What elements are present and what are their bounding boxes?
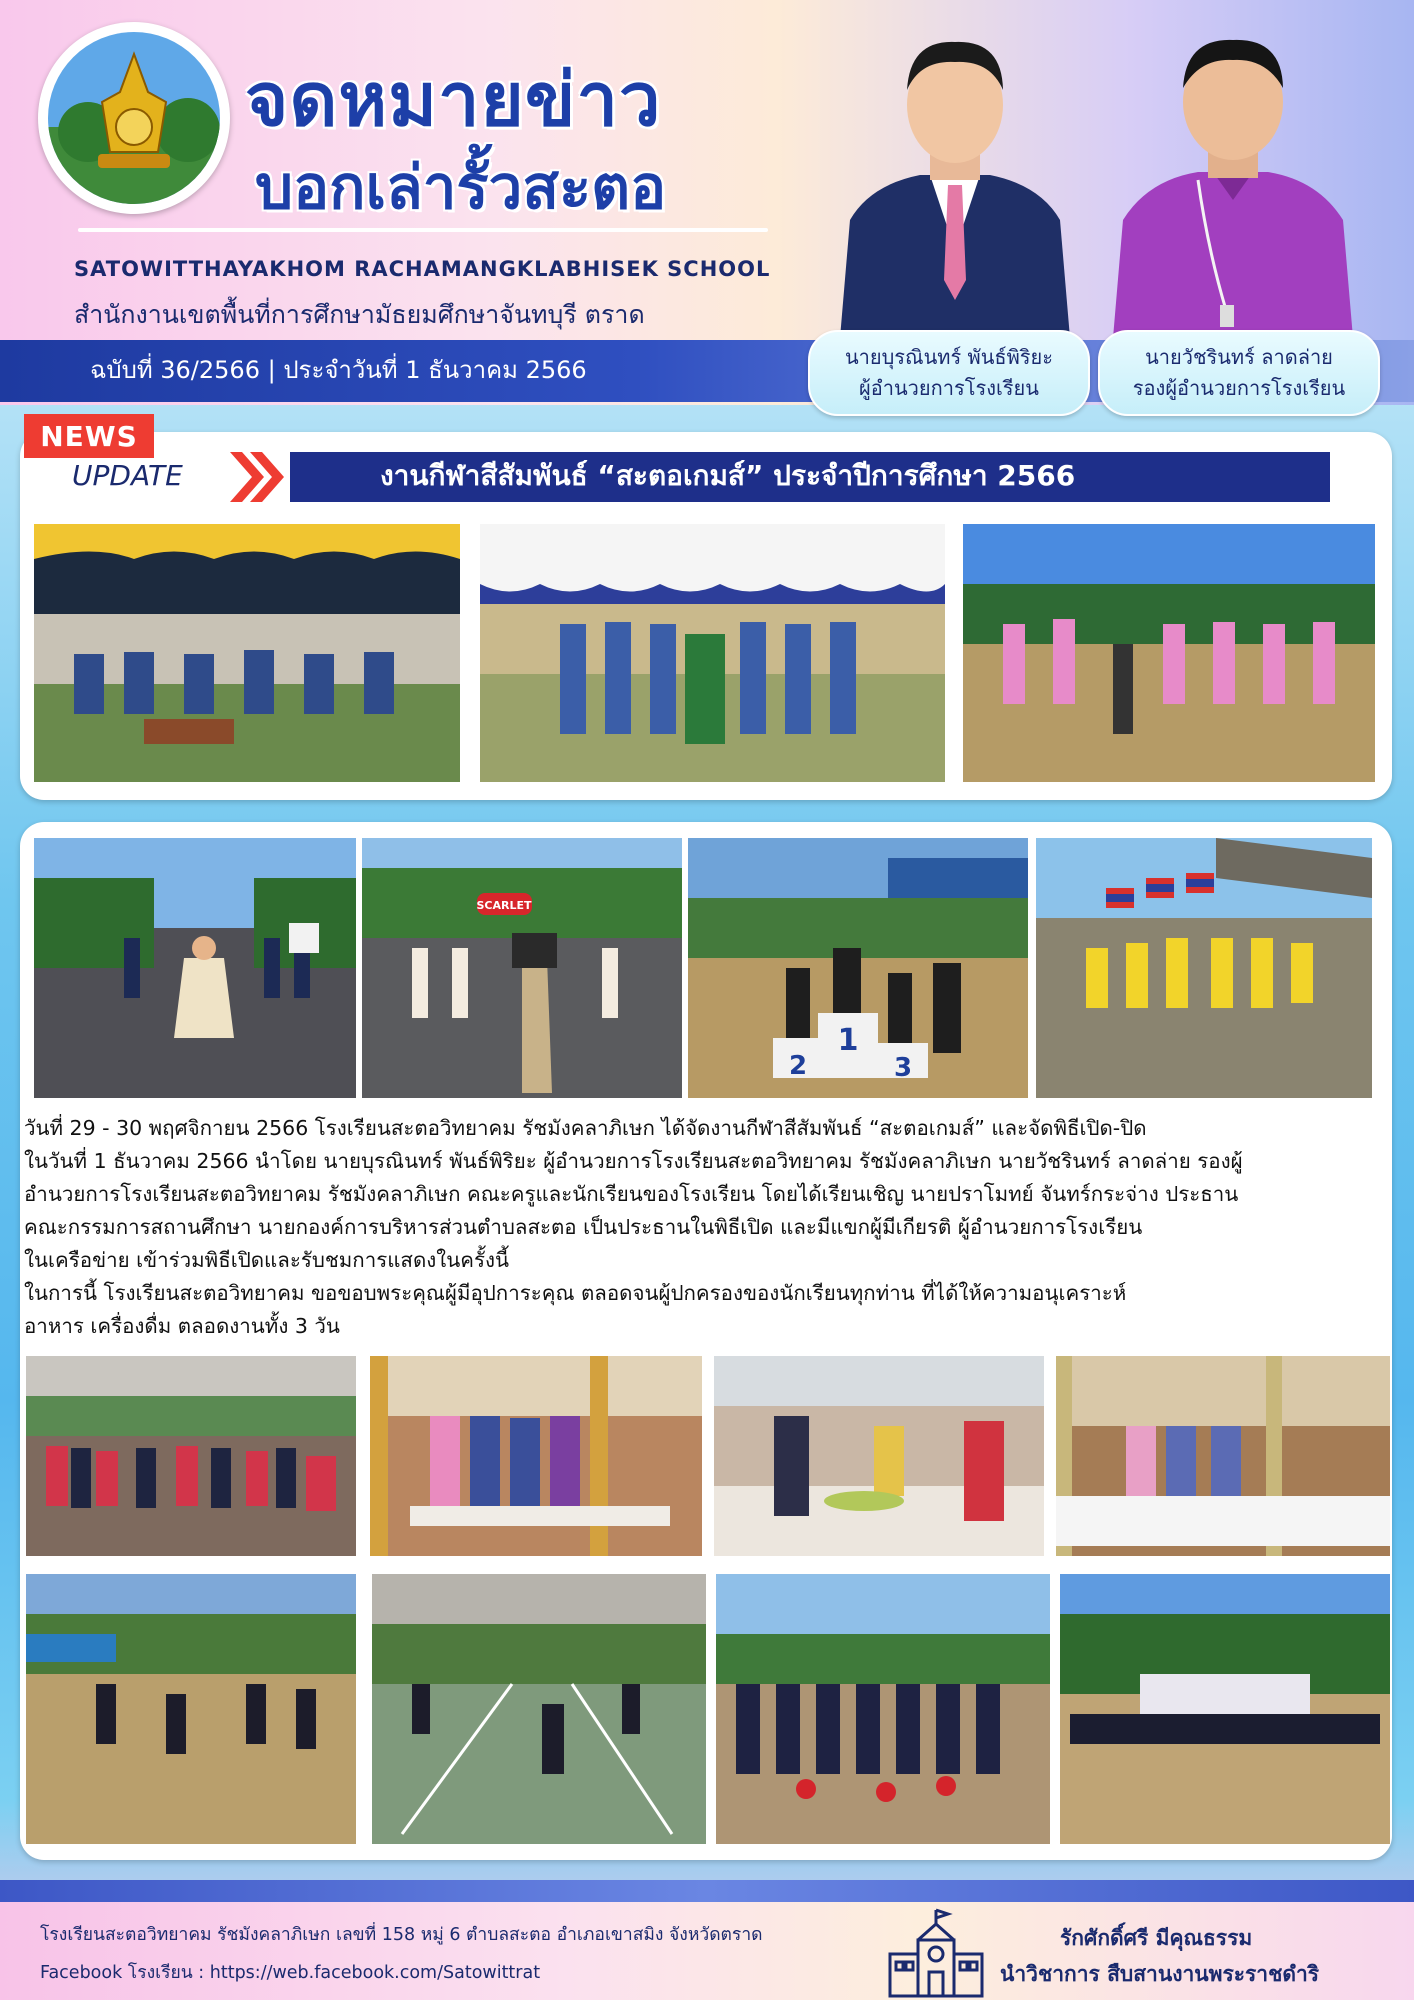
news-headline: งานกีฬาสีสัมพันธ์ “สะตอเกมส์” ประจำปีการศึกษา 2566 [380, 459, 1076, 492]
chevron-right-icon [228, 452, 288, 502]
newsletter-subtitle: บอกเล่ารั้วสะตอ [255, 153, 667, 223]
article-body [24, 1112, 1384, 1343]
photo-flag-parade [1036, 838, 1372, 1098]
director-portrait [830, 20, 1080, 338]
update-label: UPDATE [72, 459, 183, 492]
photo-closing-field [1060, 1574, 1390, 1844]
title-divider [78, 228, 768, 232]
deputy-position: รองผู้อำนวยการโรงเรียน [1132, 376, 1346, 400]
photo-food-table [370, 1356, 702, 1556]
director-position: ผู้อำนวยการโรงเรียน [859, 376, 1039, 400]
article-line: วันที่ 29 - 30 พฤศจิกายน 2566 โรงเรียนสะตอวิทยาคม รัชมังคลาภิเษก ได้จัดงานกีฬาสีสัมพันธ์ “สะตอเกมส์” และจัดพิธีเปิด-ปิด [24, 1116, 1147, 1140]
school-slogan-line2: นำวิชาการ สืบสานงานพระราชดำริ [1000, 1962, 1320, 1986]
education-area: สำนักงานเขตพื้นที่การศึกษามัธยมศึกษาจันทบุรี ตราด [74, 300, 645, 329]
article-line: ในเครือข่าย เข้าร่วมพิธีเปิดและรับชมการแสดงในครั้งนี้ [24, 1248, 510, 1272]
footer-rule [0, 1880, 1414, 1902]
article-line: อาหาร เครื่องดื่ม ตลอดงานทั้ง 3 วัน [24, 1314, 340, 1338]
scarlet-banner-text: SCARLET [476, 899, 532, 912]
deputy-director-portrait [1108, 20, 1358, 338]
article-line: ในการนี้ โรงเรียนสะตอวิทยาคม ขอขอบพระคุณผู้มีอุปการะคุณ ตลอดจนผู้ปกครองของนักเรียนทุกท่าน ที่ได้ให้ความอนุเคราะห์ [24, 1281, 1127, 1305]
director-name-badge [808, 330, 1090, 416]
school-building-icon [886, 1906, 986, 1998]
photo-majorette-parade [34, 838, 356, 1098]
photo-field-game [26, 1574, 356, 1844]
school-name-english: SATOWITTHAYAKHOM RACHAMANGKLABHISEK SCHOOL [74, 257, 771, 281]
issue-number: ฉบับที่ 36/2566 | ประจำวันที่ 1 ธันวาคม 2566 [90, 356, 587, 384]
director-name: นายบุรณินทร์ พันธ์พิริยะ [844, 345, 1054, 369]
podium-third: 3 [893, 1053, 913, 1083]
photo-lunch-crowd [26, 1356, 356, 1556]
photo-food-serving [714, 1356, 1044, 1556]
photo-speech-field [963, 524, 1375, 782]
photo-opening-ceremony [480, 524, 945, 782]
news-tag: NEWS [24, 414, 154, 458]
article-line: ในวันที่ 1 ธันวาคม 2566 นำโดย นายบุรณินทร์ พันธ์พิริยะ ผู้อำนวยการโรงเรียนสะตอวิทยาคม รัชมังคลาภิเษก นายวัชรินทร์ ลาดล่าย รองผู้ [24, 1149, 1243, 1173]
footer-facebook: Facebook โรงเรียน : https://web.facebook.com/Satowittrat [40, 1963, 541, 1983]
school-slogan-line1: รักศักดิ์ศรี มีคุณธรรม [1060, 1926, 1253, 1950]
photo-award-podium [688, 838, 1028, 1098]
podium-first: 1 [837, 1023, 859, 1058]
photo-court-game [372, 1574, 706, 1844]
newsletter-title: จดหมายข่าว [245, 57, 662, 143]
photo-relay-game [716, 1574, 1050, 1844]
article-line: อำนวยการโรงเรียนสะตอวิทยาคม รัชมังคลาภิเษก คณะครูและนักเรียนของโรงเรียน โดยได้เรียนเชิญ นายปราโมทย์ จันทร์กระจ่าง ประธาน [24, 1182, 1239, 1206]
article-line: คณะกรรมการสถานศึกษา นายกองค์การบริหารส่วนตำบลสะตอ เป็นประธานในพิธีเปิด และมีแขกผู้มีเกียรติ ผู้อำนวยการโรงเรียน [24, 1215, 1143, 1239]
podium-second: 2 [788, 1051, 808, 1081]
school-logo [38, 22, 230, 214]
photo-scarlet-parade [362, 838, 682, 1098]
photo-guests-tent [34, 524, 460, 782]
deputy-name: นายวัชรินทร์ ลาดล่าย [1145, 345, 1333, 369]
deputy-name-badge [1098, 330, 1380, 416]
footer-address: โรงเรียนสะตอวิทยาคม รัชมังคลาภิเษก เลขที่ 158 หมู่ 6 ตำบลสะตอ อำเภอเขาสมิง จังหวัดตราด [40, 1925, 763, 1945]
photo-snack-table [1056, 1356, 1390, 1556]
